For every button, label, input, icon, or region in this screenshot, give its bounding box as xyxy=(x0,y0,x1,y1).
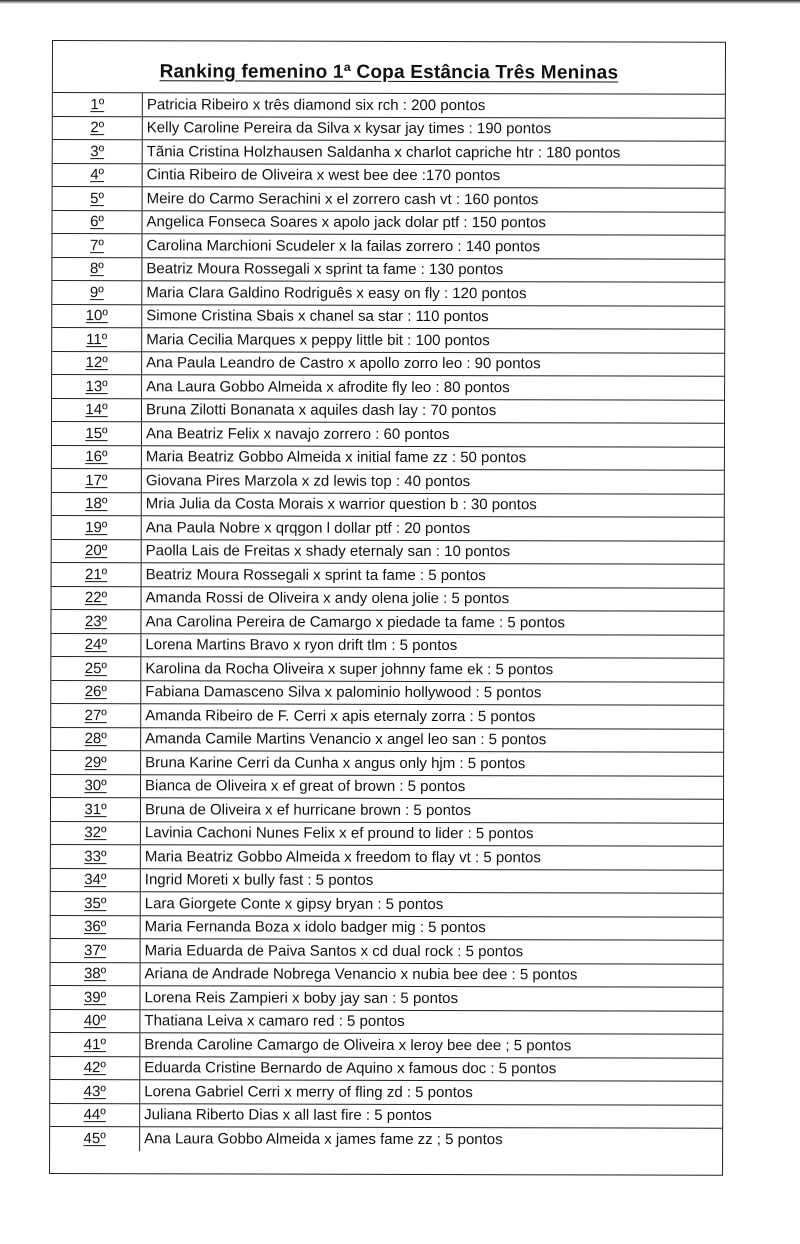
position-cell: 40º xyxy=(50,1009,140,1032)
entry-cell: Simone Cristina Sbais x chanel sa star : 110 pontos xyxy=(146,307,489,326)
entry-cell: Thatiana Leiva x camaro red : 5 pontos xyxy=(144,1012,405,1031)
entry-cell: Lara Giorgete Conte x gipsy bryan : 5 pontos xyxy=(144,894,444,913)
table-row xyxy=(52,422,724,447)
position-cell: 44º xyxy=(50,1103,140,1126)
entry-cell: Juliana Riberto Dias x all last fire : 5 pontos xyxy=(144,1106,432,1125)
entry-cell: Maria Eduarda de Paiva Santos x cd dual rock : 5 pontos xyxy=(144,941,524,960)
position-cell: 27º xyxy=(51,704,141,727)
entry-cell: Mria Julia da Costa Morais x warrior question b : 30 pontos xyxy=(145,495,537,514)
position-cell: 8º xyxy=(52,258,142,281)
position-cell: 7º xyxy=(52,234,142,257)
table-row xyxy=(51,704,723,729)
table-row xyxy=(51,728,723,753)
entry-cell: Kelly Caroline Pereira da Silva x kysar jay times : 190 pontos xyxy=(146,119,552,138)
position-cell: 19º xyxy=(52,516,142,539)
position-cell: 34º xyxy=(51,868,141,891)
entry-cell: Maria Beatriz Gobbo Almeida x freedom to flay vt : 5 pontos xyxy=(144,847,541,867)
title-cell xyxy=(53,41,725,95)
position-cell: 26º xyxy=(51,681,141,704)
table-row xyxy=(52,281,724,306)
page-title: Ranking femenino 1ª Copa Estância Três Meninas xyxy=(159,60,619,83)
position-cell: 32º xyxy=(51,821,141,844)
table-row xyxy=(50,1127,722,1152)
entry-cell: Lavinia Cachoni Nunes Felix x ef pround to lider : 5 pontos xyxy=(144,824,534,843)
position-cell: 37º xyxy=(51,939,141,962)
position-cell: 41º xyxy=(50,1033,140,1056)
table-row xyxy=(51,939,723,964)
table-row xyxy=(50,986,722,1011)
table-row xyxy=(52,234,724,259)
position-cell: 42º xyxy=(50,1056,140,1079)
entry-cell: Karolina da Rocha Oliveira x super johnny fame ek : 5 pontos xyxy=(145,659,554,679)
ranking-table xyxy=(49,40,726,1176)
entry-cell: Maria Beatriz Gobbo Almeida x initial fame zz : 50 pontos xyxy=(145,448,527,467)
entry-cell: Ana Paula Nobre x qrqgon l dollar ptf : 20 pontos xyxy=(145,518,471,537)
entry-cell: Angelica Fonseca Soares x apolo jack dolar ptf : 150 pontos xyxy=(146,213,546,232)
position-cell: 11º xyxy=(52,328,142,351)
entry-cell: Maria Cecilia Marques x peppy little bit : 100 pontos xyxy=(146,330,490,349)
table-row xyxy=(53,164,725,189)
table-row xyxy=(53,93,725,118)
entry-cell: Carolina Marchioni Scudeler x la failas zorrero : 140 pontos xyxy=(146,236,541,256)
entry-cell: Bruna Karine Cerri da Cunha x angus only hjm : 5 pontos xyxy=(145,753,526,772)
entry-cell: Lorena Reis Zampieri x boby jay san : 5 pontos xyxy=(144,988,459,1007)
position-cell: 2º xyxy=(53,117,143,140)
position-cell: 21º xyxy=(52,563,142,586)
table-row xyxy=(51,751,723,776)
entry-cell: Lorena Martins Bravo x ryon drift tlm : 5 pontos xyxy=(145,636,458,655)
entry-cell: Cintia Ribeiro de Oliveira x west bee dee :170 pontos xyxy=(146,166,501,185)
position-cell: 13º xyxy=(52,375,142,398)
position-cell: 10º xyxy=(52,305,142,328)
entry-cell: Lorena Gabriel Cerri x merry of fling zd : 5 pontos xyxy=(144,1082,473,1101)
table-row xyxy=(52,540,724,565)
position-cell: 36º xyxy=(51,915,141,938)
position-cell: 3º xyxy=(53,140,143,163)
table-row xyxy=(50,1103,722,1128)
table-row xyxy=(52,399,724,424)
position-cell: 18º xyxy=(52,493,142,516)
position-cell: 23º xyxy=(51,610,141,633)
position-cell: 9º xyxy=(52,281,142,304)
entry-cell: Beatriz Moura Rossegali x sprint ta fame : 130 pontos xyxy=(146,260,504,279)
table-row xyxy=(52,446,724,471)
entry-cell: Ana Laura Gobbo Almeida x james fame zz ; 5 pontos xyxy=(144,1130,503,1149)
table-row xyxy=(52,375,724,400)
ranking-rows xyxy=(50,93,725,1152)
entry-cell: Amanda Ribeiro de F. Cerri x apis eternaly zorra : 5 pontos xyxy=(145,706,536,726)
table-row xyxy=(51,821,723,846)
table-row xyxy=(52,563,724,588)
table-row xyxy=(51,962,723,987)
position-cell: 15º xyxy=(52,422,142,445)
position-cell: 35º xyxy=(51,892,141,915)
table-row xyxy=(52,469,724,494)
table-row xyxy=(50,1033,722,1058)
entry-cell: Maria Fernanda Boza x idolo badger mig : 5 pontos xyxy=(144,918,486,937)
table-row xyxy=(50,1080,722,1105)
position-cell: 30º xyxy=(51,775,141,798)
table-row xyxy=(51,681,723,706)
entry-cell: Ariana de Andrade Nobrega Venancio x nubia bee dee : 5 pontos xyxy=(144,965,578,984)
position-cell: 14º xyxy=(52,399,142,422)
table-row xyxy=(52,211,724,236)
entry-cell: Ana Laura Gobbo Almeida x afrodite fly leo : 80 pontos xyxy=(146,377,510,396)
table-row xyxy=(51,845,723,870)
position-cell: 5º xyxy=(53,187,143,210)
table-row xyxy=(51,868,723,893)
table-row xyxy=(52,258,724,283)
table-row xyxy=(51,915,723,940)
entry-cell: Giovana Pires Marzola x zd lewis top : 40 pontos xyxy=(145,471,471,490)
entry-cell: Fabiana Damasceno Silva x palominio hollywood : 5 pontos xyxy=(145,683,542,702)
table-row xyxy=(50,1056,722,1081)
position-cell: 33º xyxy=(51,845,141,868)
position-cell: 45º xyxy=(50,1127,140,1151)
entry-cell: Beatriz Moura Rossegali x sprint ta fame : 5 pontos xyxy=(145,565,486,584)
table-row xyxy=(51,610,723,635)
entry-cell: Bruna de Oliveira x ef hurricane brown : 5 pontos xyxy=(144,800,472,819)
position-cell: 16º xyxy=(52,446,142,469)
table-row xyxy=(52,493,724,518)
table-row xyxy=(53,187,725,212)
entry-cell: Ana Paula Leandro de Castro x apollo zorro leo : 90 pontos xyxy=(146,354,541,373)
table-row xyxy=(50,1009,722,1034)
position-cell: 43º xyxy=(50,1080,140,1103)
position-cell: 20º xyxy=(52,540,142,563)
table-row xyxy=(53,140,725,165)
table-row xyxy=(51,657,723,682)
table-row xyxy=(52,352,724,377)
position-cell: 17º xyxy=(52,469,142,492)
entry-cell: Ana Carolina Pereira de Camargo x piedade ta fame : 5 pontos xyxy=(145,612,565,632)
entry-cell: Bianca de Oliveira x ef great of brown : 5 pontos xyxy=(145,777,466,796)
entry-cell: Brenda Caroline Camargo de Oliveira x leroy bee dee ; 5 pontos xyxy=(144,1035,572,1055)
position-cell: 4º xyxy=(53,164,143,187)
entry-cell: Maria Clara Galdino Rodriguês x easy on fly : 120 pontos xyxy=(146,283,527,302)
position-cell: 38º xyxy=(51,962,141,985)
position-cell: 24º xyxy=(51,634,141,657)
position-cell: 29º xyxy=(51,751,141,774)
table-row xyxy=(51,798,723,823)
entry-cell: Patricia Ribeiro x três diamond six rch : 200 pontos xyxy=(146,95,486,114)
position-cell: 28º xyxy=(51,728,141,751)
table-row xyxy=(52,328,724,353)
position-cell: 31º xyxy=(51,798,141,821)
table-row xyxy=(51,892,723,917)
table-row xyxy=(52,516,724,541)
table-row xyxy=(53,117,725,142)
entry-cell: Ana Beatriz Felix x navajo zorrero : 60 pontos xyxy=(145,424,450,443)
entry-cell: Ingrid Moreti x bully fast : 5 pontos xyxy=(144,871,374,890)
entry-cell: Amanda Camile Martins Venancio x angel leo san : 5 pontos xyxy=(145,730,547,749)
position-cell: 12º xyxy=(52,352,142,375)
table-row xyxy=(51,775,723,800)
table-row xyxy=(52,305,724,330)
position-cell: 39º xyxy=(50,986,140,1009)
entry-cell: Paolla Lais de Freitas x shady eternaly san : 10 pontos xyxy=(145,542,511,561)
position-cell: 25º xyxy=(51,657,141,680)
table-row xyxy=(52,587,724,612)
position-cell: 22º xyxy=(52,587,142,610)
table-row xyxy=(51,634,723,659)
entry-cell: Meire do Carmo Serachini x el zorrero cash vt : 160 pontos xyxy=(146,189,539,209)
entry-cell: Tãnia Cristina Holzhausen Saldanha x charlot capriche htr : 180 pontos xyxy=(146,142,621,162)
position-cell: 6º xyxy=(52,211,142,234)
scan-edge xyxy=(0,0,800,4)
position-cell: 1º xyxy=(53,93,143,116)
entry-cell: Eduarda Cristine Bernardo de Aquino x famous doc : 5 pontos xyxy=(144,1059,557,1078)
entry-cell: Amanda Rossi de Oliveira x andy olena jolie : 5 pontos xyxy=(145,589,510,608)
entry-cell: Bruna Zilotti Bonanata x aquiles dash lay : 70 pontos xyxy=(146,401,497,420)
